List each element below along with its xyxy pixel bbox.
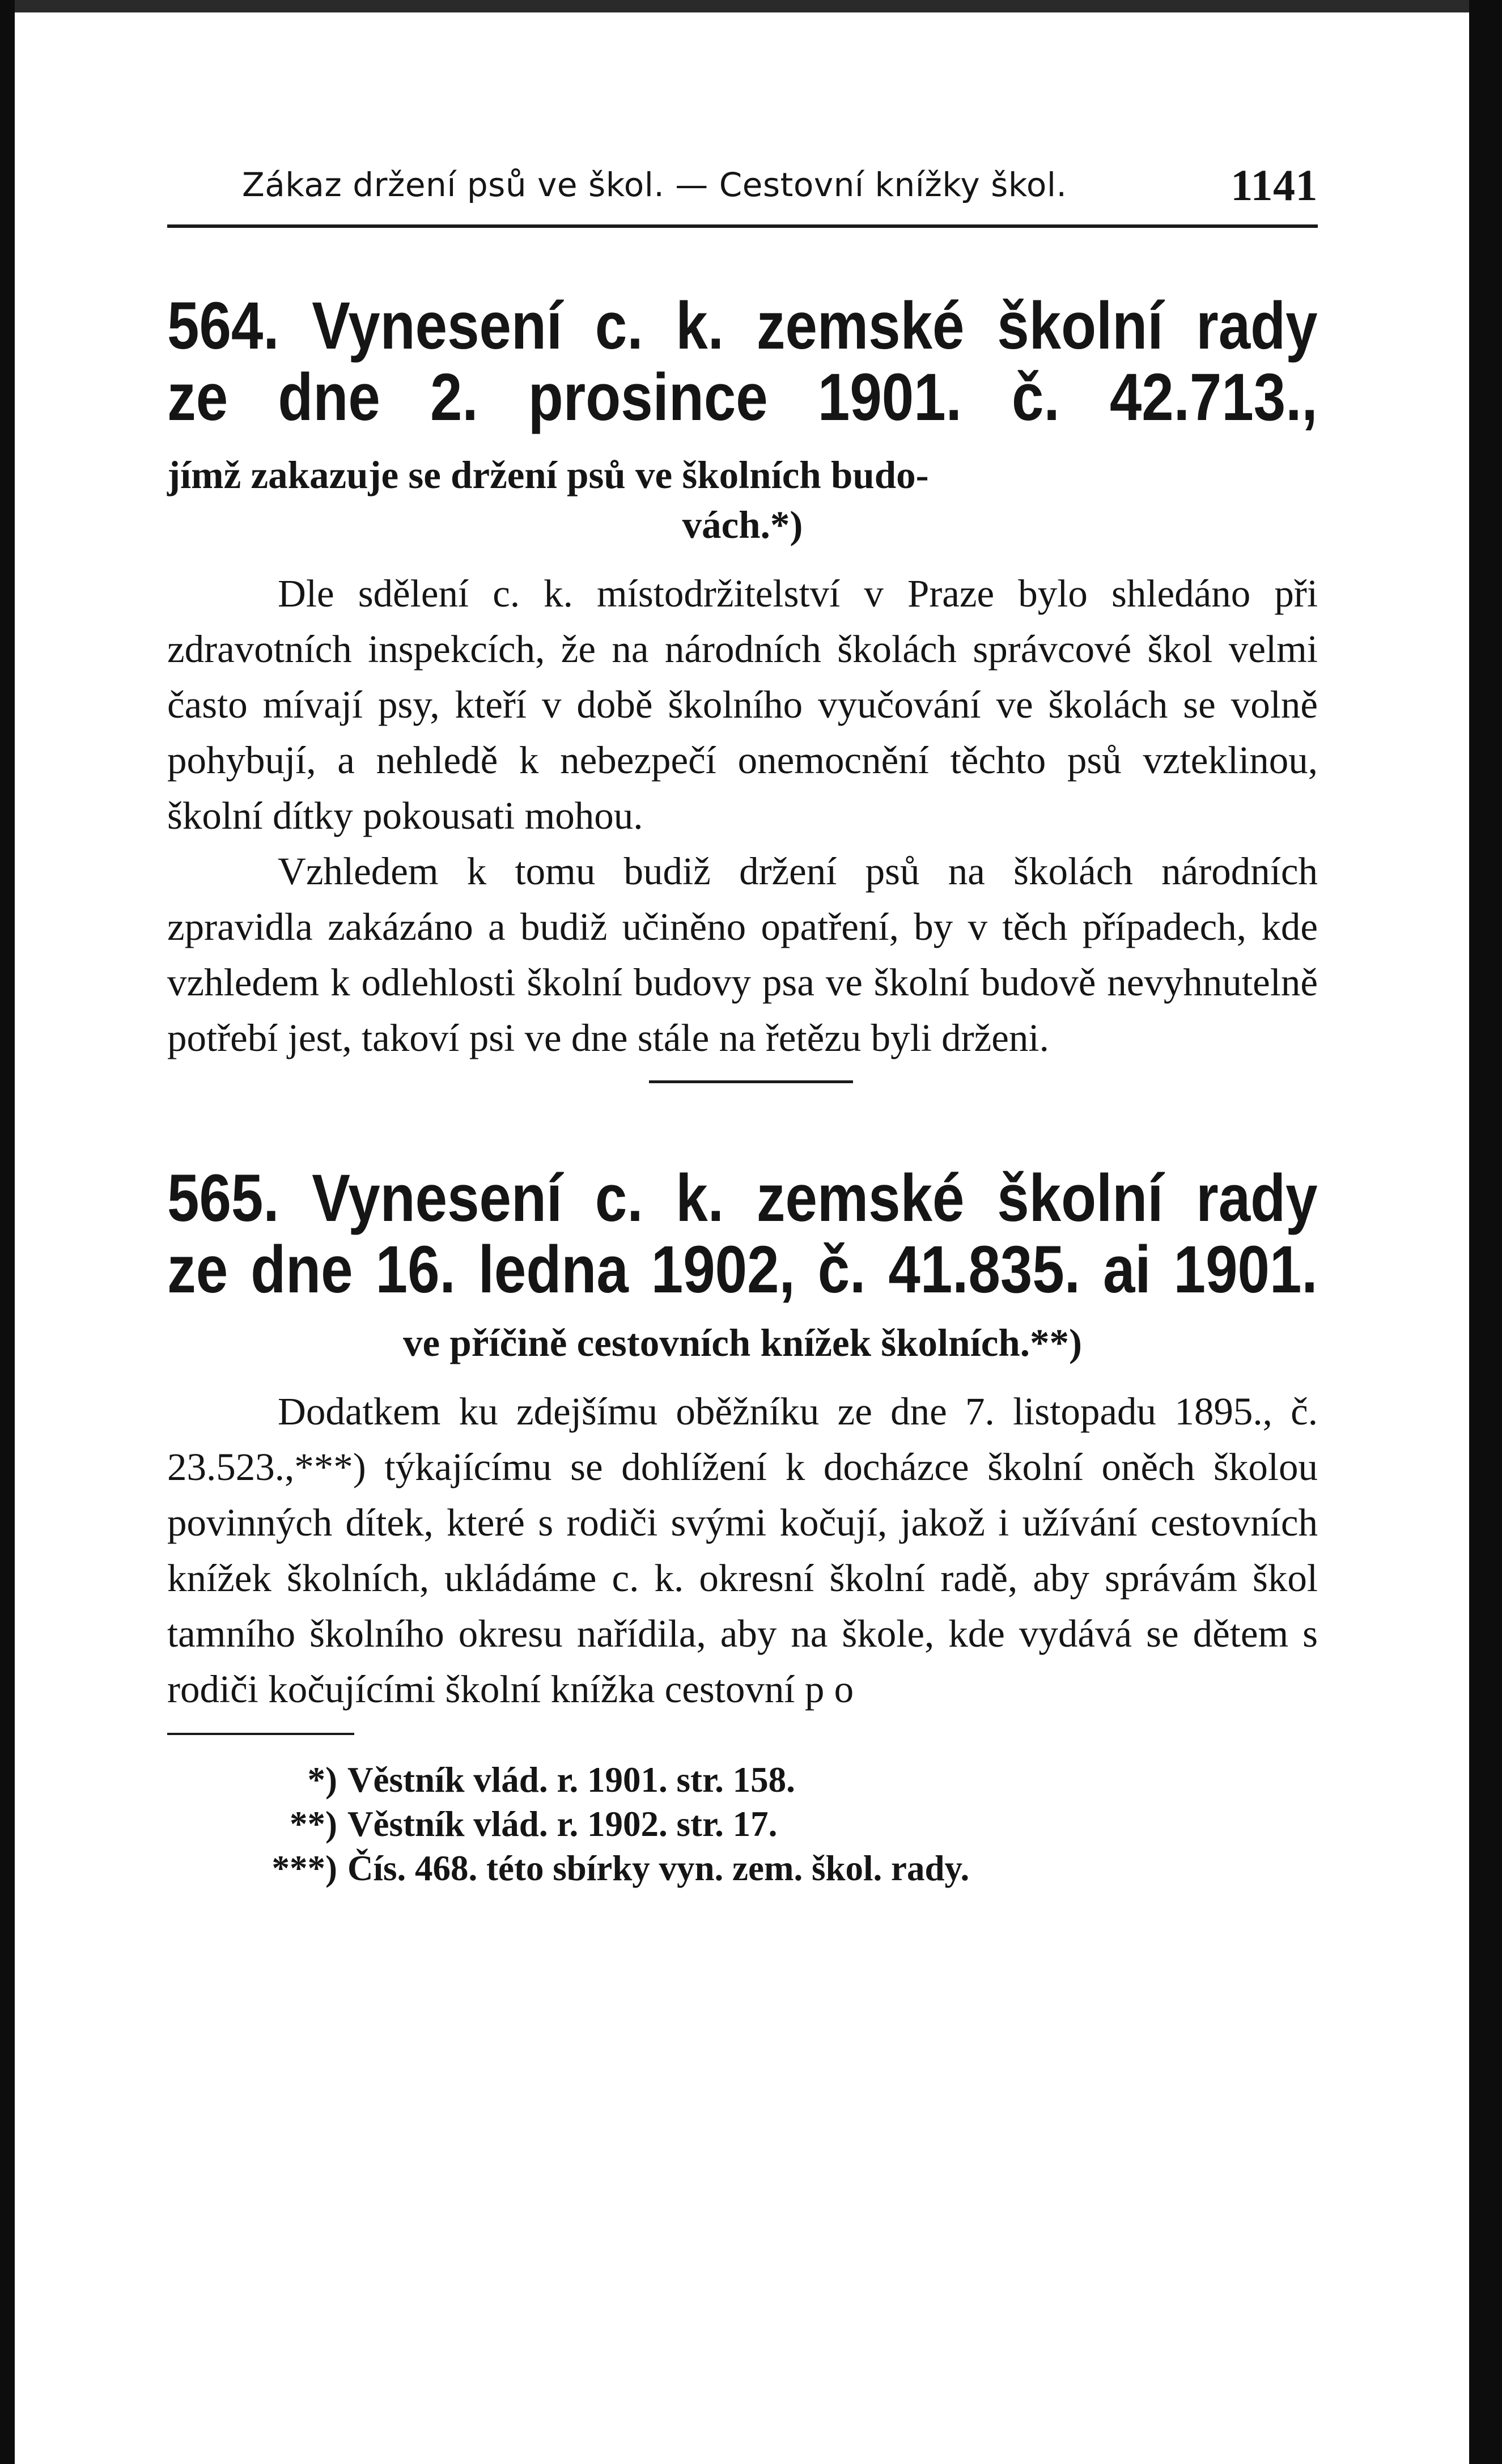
section-divider	[649, 1080, 853, 1083]
page-number: 1141	[1231, 160, 1318, 210]
scan-right-edge	[1469, 0, 1502, 2464]
scan-left-edge	[0, 0, 15, 2464]
section-564-body	[167, 566, 1318, 1066]
footnote	[167, 1802, 1318, 1846]
section-565-heading-line2: ze dne 16. ledna 1902, č. 41.835. ai 1901.	[167, 1232, 1318, 1307]
document-page	[167, 142, 1318, 1890]
section-564-heading-line1: 564. Vynesení c. k. zemské školní rady	[167, 289, 1318, 363]
section-564-subtitle	[167, 450, 1318, 550]
footnote-text: Věstník vlád. r. 1901. str. 158.	[347, 1760, 795, 1800]
footnote-mark: **)	[290, 1804, 337, 1844]
section-565-heading	[167, 1163, 1318, 1305]
section-564-subtitle-line1: jímž zakazuje se držení psů ve školních budo-	[167, 453, 929, 497]
section-565-subtitle: ve příčině cestovních knížek školních.**)	[403, 1321, 1082, 1364]
section-564-heading	[167, 290, 1318, 433]
footnote-mark: ***)	[271, 1848, 337, 1888]
footnote-text: Čís. 468. této sbírky vyn. zem. škol. rady.	[347, 1848, 970, 1888]
header-rule	[167, 224, 1318, 228]
section-565-paragraph-1: Dodatkem ku zdejšímu oběžníku ze dne 7. listopadu 1895., č. 23.523.,***) týkajícímu se dohlížení k docházce školní oněch školou povinných dítek, které s rodiči svými kočují, jakož i užívání cestovních knížek školních, ukládáme c. k. okresní školní radě, aby správám škol tamního školního okresu nařídila, aby na škole, kde vydává se dětem s rodiči kočujícími školní knížka cestovní p o	[167, 1390, 1318, 1711]
scan-top-edge	[0, 0, 1502, 12]
footnote-mark: *)	[307, 1760, 337, 1800]
section-564-paragraph-2: Vzhledem k tomu budiž držení psů na školách národních zpravidla zakázáno a budiž učiněno opatření, by v těch případech, kde vzhledem k odlehlosti školní budovy psa ve školní budově nevyhnutelně potřebí jest, takoví psi ve dne stále na řetězu byli drženi.	[167, 850, 1318, 1059]
section-564-subtitle-line2: vách.*)	[682, 503, 803, 546]
footnotes	[167, 1758, 1318, 1890]
section-564-heading-line2: ze dne 2. prosince 1901. č. 42.713.,	[167, 360, 1318, 435]
footnote	[167, 1758, 1318, 1802]
section-565-heading-line1: 565. Vynesení c. k. zemské školní rady	[167, 1161, 1318, 1236]
running-title: Zákaz držení psů ve škol. — Cestovní knížky škol.	[242, 166, 1067, 204]
running-head	[167, 142, 1318, 210]
section-565-body	[167, 1384, 1318, 1717]
footnote-rule	[167, 1733, 354, 1735]
footnote	[167, 1846, 1318, 1890]
section-564-paragraph-1: Dle sdělení c. k. místodržitelství v Praze bylo shledáno při zdravotních inspekcích, že na národních školách správcové škol velmi často mívají psy, kteří v době školního vyučování ve školách se volně pohybují, a nehledě k nebezpečí onemocnění těchto psů vzteklinou, školní dítky pokousati mohou.	[167, 572, 1318, 837]
footnote-text: Věstník vlád. r. 1902. str. 17.	[347, 1804, 778, 1844]
